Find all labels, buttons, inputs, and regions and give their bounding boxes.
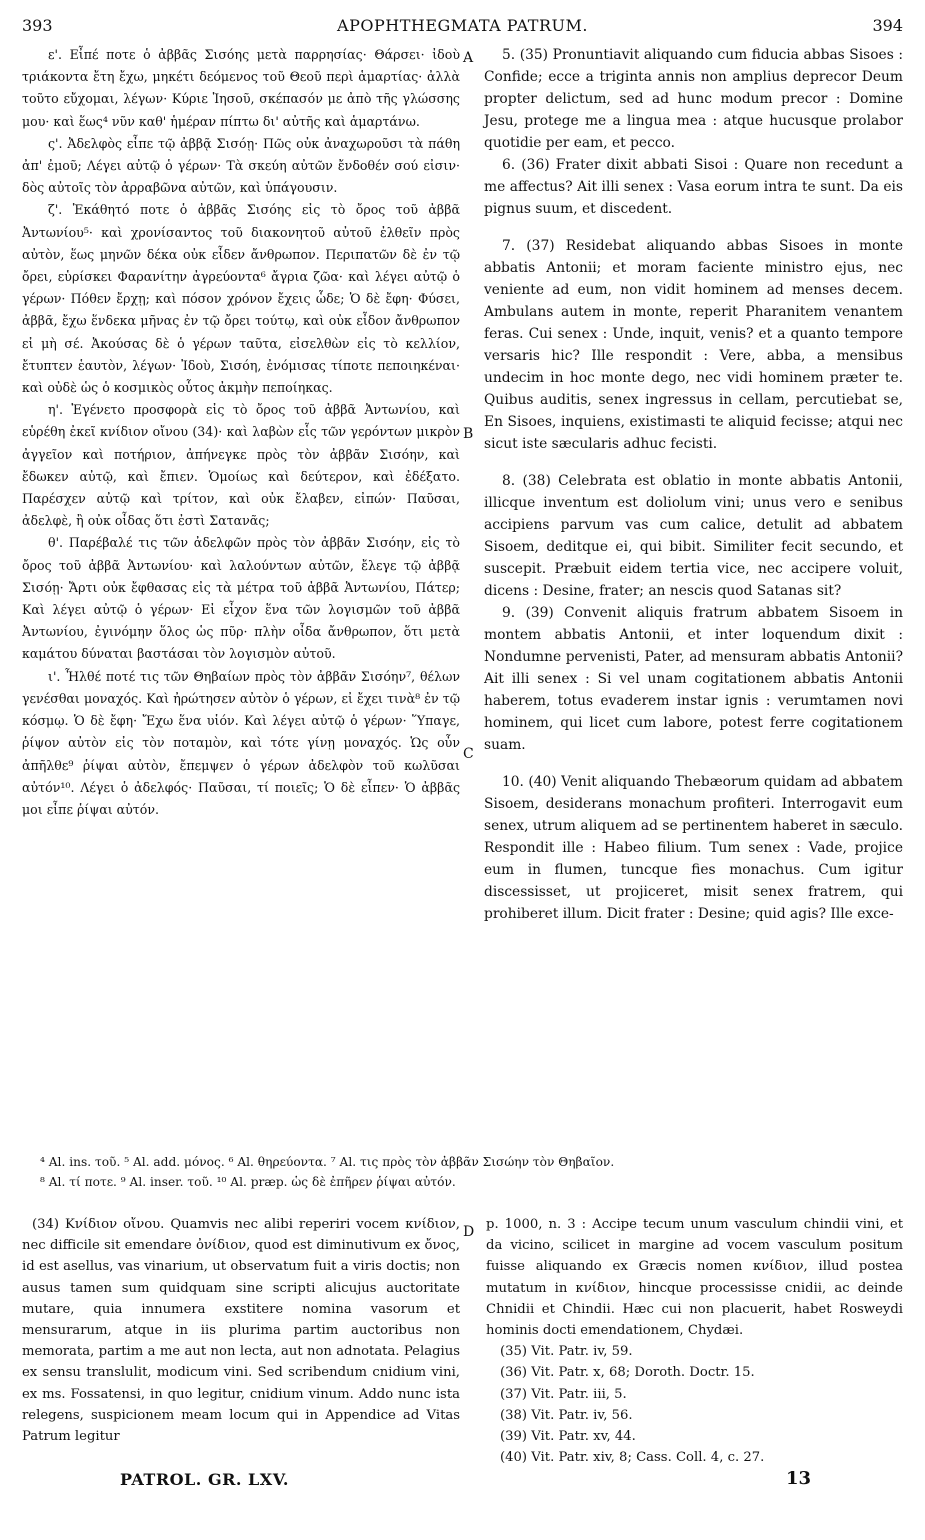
latin-paragraph-5: 5. (35) Pronuntiavit aliquando cum fiducia abbas Sisoes : Confide; ecce a triginta annis non amplius deprecor Deum propter delictum, sed ad hunc modum precor : Domine Jesu, protege me a lingua mea : atque hucusque prolabor quotidie per eam, et pecco.: [484, 47, 903, 151]
latin-paragraph-6: 6. (36) Frater dixit abbati Sisoi : Quare non recedunt a me affectus? Ait illi senex : Vasa eorum intra te sunt. Da eis pignus suum, et discedent.: [484, 157, 903, 217]
greek-column: [22, 44, 460, 821]
reference-39: (39) Vit. Patr. xv, 44.: [500, 1429, 636, 1445]
margin-marker-d: D: [463, 1224, 475, 1240]
signature-mark: 13: [786, 1468, 812, 1489]
reference-list: [486, 1341, 903, 1468]
greek-paragraph-6: ς'. Ἀδελφὸς εἶπε τῷ ἀββᾷ Σισόῃ· Πῶς οὐκ ἀναχωροῦσι τὰ πάθη ἀπ' ἐμοῦ; Λέγει αὐτῷ ὁ γέρων· Τὰ σκεύη αὐτῶν ἔνδοθέν σού εἰσιν· δὸς αὐτοῖς τὸν ἀρραβῶνα αὐτῶν, καὶ ὑπάγουσιν.: [22, 135, 460, 196]
page-header: [22, 16, 903, 42]
margin-marker-a: A: [463, 50, 474, 66]
footnote-line-2: ⁸ Al. τί ποτε. ⁹ Al. inser. τοῦ. ¹⁰ Al. præp. ὡς δὲ ἐπῆρεν ῥίψαι αὐτόν.: [40, 1175, 456, 1189]
reference-40: (40) Vit. Patr. xiv, 8; Cass. Coll. 4, c. 27.: [500, 1450, 765, 1466]
greek-paragraph-9: θ'. Παρέβαλέ τις τῶν ἀδελφῶν πρὸς τὸν ἀββᾶν Σισόην, εἰς τὸ ὄρος τοῦ ἀββᾶ Ἀντωνίου· καὶ λαλούντων αὐτῶν, ἔλεγε τῷ ἀββᾷ Σισόῃ· Ἄρτι οὐκ ἔφθασας εἰς τὰ μέτρα τοῦ ἀββᾶ Ἀντωνίου, Πάτερ; Καὶ λέγει αὐτῷ ὁ γέρων· Εἰ εἶχον ἕνα τῶν λογισμῶν τοῦ ἀββᾶ Ἀντωνίου, ἐγινόμην ὅλος ὡς πῦρ· πλὴν οἶδα ἄνθρωπον, ὅτι μετὰ καμάτου δύναται βαστάσαι τὸν λογισμὸν αὐτοῦ.: [22, 535, 460, 662]
notes-left-column: [22, 1214, 460, 1447]
latin-column: [484, 44, 903, 925]
latin-paragraph-9: 9. (39) Convenit aliquis fratrum abbatem Sisoem in montem abbatis Antonii, et inter loquendum dixit : Nondumne pervenisti, Pater, ad mensuram abbatis Antonii? Ait illi senex : Si vel unam cogitationem abbatis Antonii haberem, totus evaderem instar ignis : verumtamen novi hominem, qui licet cum labore, potest ferre cogitationem suam.: [484, 605, 903, 753]
margin-marker-b: B: [463, 426, 474, 442]
greek-variant-footnotes: [40, 1152, 900, 1192]
running-title: APOPHTHEGMATA PATRUM.: [337, 16, 588, 35]
reference-38: (38) Vit. Patr. iv, 56.: [500, 1407, 633, 1423]
margin-marker-c: C: [463, 746, 474, 762]
latin-paragraph-8: 8. (38) Celebrata est oblatio in monte abbatis Antonii, illicque inventum est doliolum vini; unus vero e senibus accipiens parvum vas cum calice, detulit ad abbatem Sisoem, deditque ei, qui bibit. Similiter fecit secundo, et suscepit. Præbuit eidem tertia vice, nec accipere voluit, dicens : Desine, frater; an nescis quod Satanas sit?: [484, 473, 903, 599]
note-34-continued: p. 1000, n. 3 : Accipe tecum unum vasculum chindii vini, et da vicino, scilicet in margine ad vocem vasculum positum fuisse aliquando ex Græcis nomen κνίδιον, illud postea mutatum in κνίδιον, hincque processisse cnidii, ac deinde Chnidii et Chindii. Hæc cui non placuerit, habet Rosweydi hominis docti emendationem, Chydæi.: [486, 1217, 903, 1339]
latin-paragraph-7: 7. (37) Residebat aliquando abbas Sisoes in monte abbatis Antonii; et moram faciente ministro ejus, nec veniente ad eum, non vidit hominem ad menses decem. Ambulans autem in monte, reperit Pharanitem venantem feras. Cui senex : Unde, inquit, venis? et a quanto tempore versaris hic? Ille respondit : Vere, abba, a mensibus undecim in hoc monte dego, nec vidi hominem præter te. Quibus auditis, senex ingressus in cellam, percutiebat se, En Sisoes, inquiens, existimasti te aliquid fecisse; atqui nec sicut iste sæcularis adhuc fecisti.: [484, 238, 903, 452]
footnote-line-1: ⁴ Al. ins. τοῦ. ⁵ Al. add. μόνος. ⁶ Al. θηρεύοντα. ⁷ Al. τις πρὸς τὸν ἀββᾶν Σισώην τὸν Θηβαῖον.: [40, 1155, 615, 1169]
reference-36: (36) Vit. Patr. x, 68; Doroth. Doctr. 15.: [500, 1365, 755, 1381]
greek-paragraph-7: ζ'. Ἐκάθητό ποτε ὁ ἀββᾶς Σισόης εἰς τὸ ὄρος τοῦ ἀββᾶ Ἀντωνίου⁵· καὶ χρονίσαντος τοῦ διακονητοῦ αὐτοῦ ἐλθεῖν πρὸς αὐτὸν, ἕως μηνῶν δέκα οὐκ εἶδεν ἄνθρωπον. Περιπατῶν δὲ ἐν τῷ ὄρει, εὑρίσκει Φαρανίτην ἀγρεύοντα⁶ ἄγρια ζῶα· καὶ λέγει αὐτῷ ὁ γέρων· Πόθεν ἔρχῃ; καὶ πόσον χρόνον ἔχεις ὧδε; Ὁ δὲ ἔφη· Φύσει, ἀββᾶ, ἔχω ἕνδεκα μῆνας ἐν τῷ ὄρει τούτῳ, καὶ οὐκ εἶδον ἄνθρωπον εἰ μὴ σέ. Ἀκούσας δὲ ὁ γέρων ταῦτα, εἰσελθὼν εἰς τὸ κελλίον, ἔτυπτεν ἑαυτὸν, λέγων· Ἰδοὺ, Σισόη, ἐνόμισας τίποτε πεποιηκέναι· καὶ οὐδὲ ὡς ὁ κοσμικὸς οὗτος ἀκμὴν πεποίηκας.: [22, 202, 460, 396]
notes-right-column: [486, 1214, 903, 1468]
greek-paragraph-10: ι'. Ἦλθέ ποτέ τις τῶν Θηβαίων πρὸς τὸν ἀββᾶν Σισόην⁷, θέλων γενέσθαι μοναχός. Καὶ ἠρώτησεν αὐτὸν ὁ γέρων, εἰ ἔχει τινὰ⁸ ἐν τῷ κόσμῳ. Ὁ δὲ ἔφη· Ἔχω ἕνα υἱόν. Καὶ λέγει αὐτῷ ὁ γέρων· Ὕπαγε, ῥίψον αὐτὸν εἰς τὸν ποταμὸν, καὶ τότε γίνῃ μοναχός. Ὡς οὖν ἀπῆλθε⁹ ῥίψαι αὐτὸν, ἔπεμψεν ὁ γέρων ἀδελφὸν τοῦ κωλῦσαι αὐτόν¹⁰. Λέγει ὁ ἀδελφός· Παῦσαι, τί ποιεῖς; Ὁ δὲ εἶπεν· Ὁ ἀββᾶς μοι εἶπε ῥίψαι αὐτόν.: [22, 668, 460, 817]
reference-37: (37) Vit. Patr. iii, 5.: [500, 1386, 627, 1402]
right-page-number: 394: [872, 16, 903, 35]
reference-35: (35) Vit. Patr. iv, 59.: [500, 1344, 633, 1360]
greek-paragraph-8: η'. Ἐγένετο προσφορὰ εἰς τὸ ὄρος τοῦ ἀββᾶ Ἀντωνίου, καὶ εὑρέθη ἐκεῖ κνίδιον οἴνου (34)· καὶ λαβὼν εἷς τῶν γερόντων μικρὸν ἀγγεῖον καὶ ποτήριον, ἀπήνεγκε πρὸς τὸν ἀββᾶν Σισόην, καὶ ἔδωκεν αὐτῷ, καὶ ἔπιεν. Ὁμοίως καὶ δεύτερον, καὶ ἐδέξατο. Παρέσχεν αὐτῷ καὶ τρίτον, καὶ οὐκ ἔλαβεν, εἰπών· Παῦσαι, ἀδελφὲ, ἢ οὐκ οἶδας ὅτι ἐστὶ Σατανᾶς;: [22, 402, 460, 529]
greek-paragraph-5: ε'. Εἶπέ ποτε ὁ ἀββᾶς Σισόης μετὰ παρρησίας· Θάρσει· ἰδοὺ τριάκοντα ἔτη ἔχω, μηκέτι δεόμενος τοῦ Θεοῦ περὶ ἁμαρτίας· ἀλλὰ τοῦτο εὔχομαι, λέγων· Κύριε Ἰησοῦ, σκέπασόν με ἀπὸ τῆς γλώσσης μου· καὶ ἕως⁴ νῦν καθ' ἡμέραν πίπτω δι' αὐτῆς καὶ ἁμαρτάνω.: [22, 47, 460, 129]
note-34: (34) Κνίδιον οἴνου. Quamvis nec alibi reperiri vocem κνίδιον, nec difficile sit emendare ὀνίδιον, quod est diminutivum ex ὄνος, id est asellus, vas vinarium, ut observatum fuit a viris doctis; non ausus tamen sum quidquam sine scripti alicujus auctoritate mutare, quia innumera exstitere nomina vasorum et mensurarum, atque in iis plurima partim auctoribus non memorata, partim a me aut non lecta, aut non adnotata. Pelagius ex sensu translulit, modicum vini. Sed scribendum cnidium vini, ex ms. Fossatensi, in quo legitur, cnidium vinum. Addo nunc ista relegens, suspicionem meam locum qui in Appendice ad Vitas Patrum legitur: [22, 1217, 460, 1445]
series-footer: PATROL. GR. LXV.: [120, 1470, 289, 1489]
left-page-number: 393: [22, 16, 53, 35]
latin-paragraph-10: 10. (40) Venit aliquando Thebæorum quidam ad abbatem Sisoem, desiderans monachum profiteri. Interrogavit eum senex, utrum aliquem ad se pertinentem haberet in sæculo. Respondit ille : Habeo filium. Tum senex : Vade, projice eum in flumen, tuncque fies monachus. Cum igitur discessisset, ut projiceret, misit senex fratrem, qui prohiberet illum. Dicit frater : Desine; quid agis? Ille exce-: [484, 774, 903, 922]
